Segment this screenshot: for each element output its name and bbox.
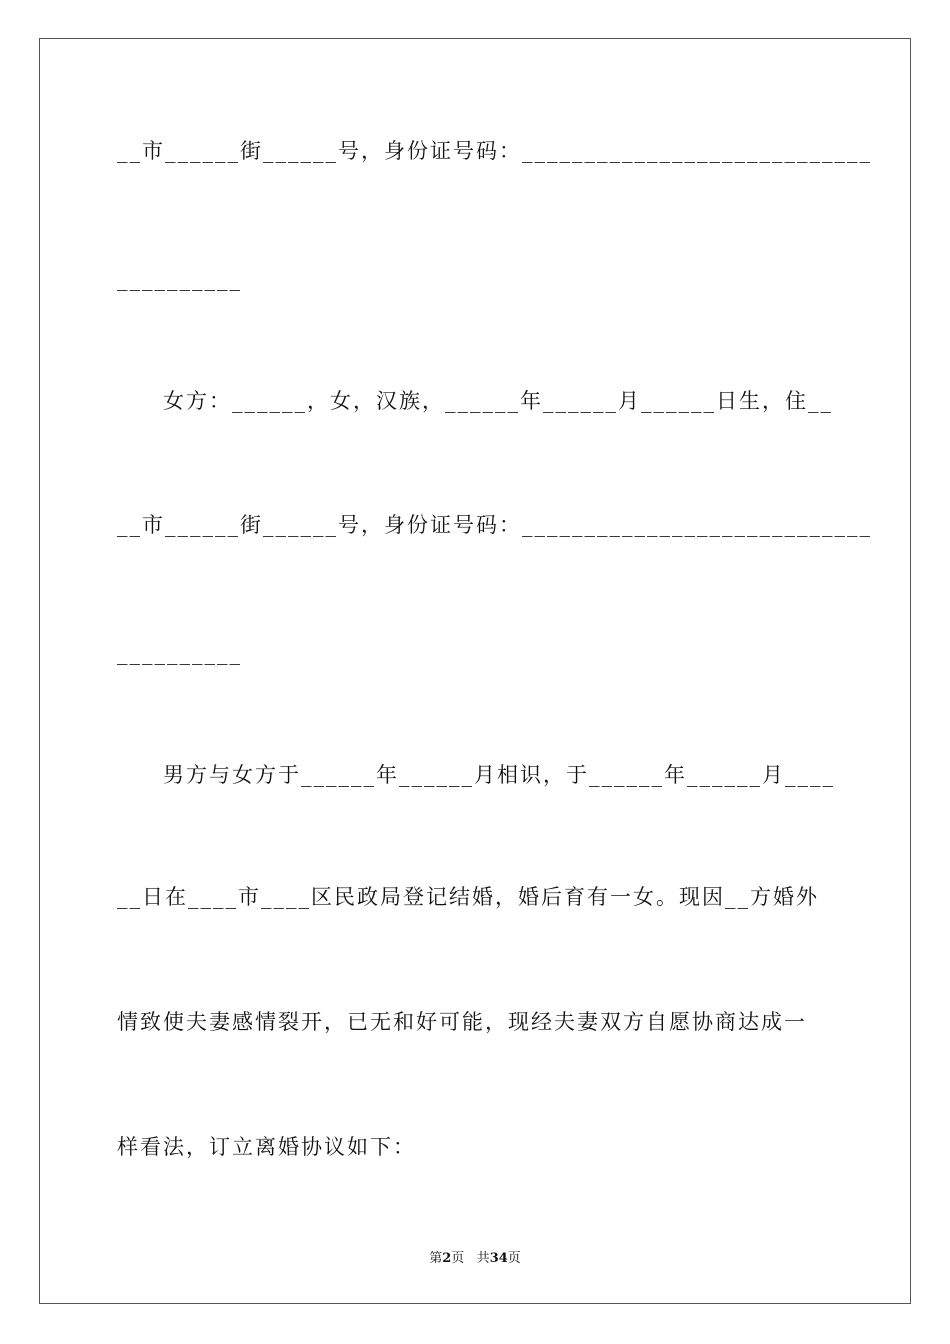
footer-page-suffix: 页 — [451, 1251, 465, 1266]
text-line-7: __日在____市____区民政局登记结婚，婚后育有一女。现因__方婚外 — [117, 885, 819, 909]
text-line-4: __市______街______号，身份证号码：____________________________ — [117, 513, 872, 537]
footer-total-suffix: 页 — [507, 1251, 521, 1266]
footer-total-pages: 34 — [489, 1251, 508, 1266]
text-line-5: __________ — [117, 641, 242, 665]
text-line-1: __市______街______号，身份证号码：____________________________ — [117, 139, 872, 163]
text-line-3: 女方：______，女，汉族，______年______月______日生，住__ — [163, 389, 833, 413]
page-border — [39, 38, 911, 1304]
text-line-8: 情致使夫妻感情裂开，已无和好可能，现经夫妻双方自愿协商达成一 — [117, 1010, 807, 1034]
footer-page-prefix: 第 — [429, 1251, 443, 1266]
text-line-9: 样看法，订立离婚协议如下： — [117, 1135, 416, 1159]
text-line-6: 男方与女方于______年______月相识，于______年______月____ — [163, 763, 835, 787]
page-footer — [0, 1247, 950, 1266]
footer-total-prefix: 共 — [476, 1251, 490, 1266]
text-line-2: __________ — [117, 267, 242, 291]
footer-page-number: 2 — [442, 1251, 452, 1266]
